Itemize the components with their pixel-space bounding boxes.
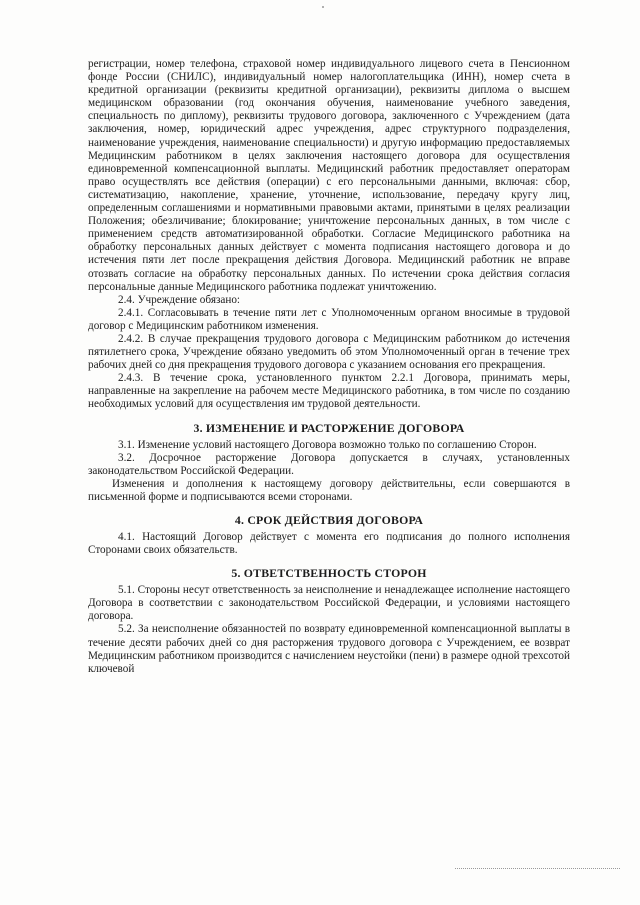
clause-3-amendments: Изменения и дополнения к настоящему договору действительны, если совершаются в письменной форме и подписываются всеми сторонами.	[88, 477, 570, 503]
clause-2-4-1: 2.4.1. Согласовывать в течение пяти лет с Уполномоченным органом вносимые в трудовой договор с Медицинским работником изменения.	[88, 306, 570, 332]
clause-2-4-2: 2.4.2. В случае прекращения трудового договора с Медицинским работником до истечения пятилетнего срока, Учреждение обязано уведомить об этом Уполномоченный орган в течение трех рабочих дней со дня прекращения трудового договора с указанием основания его прекращения.	[88, 332, 570, 372]
clause-5-2: 5.2. За неисполнение обязанностей по возврату единовременной компенсационной выплаты в течение десяти рабочих дней со дня расторжения трудового договора с Учреждением, ее возврат Медицинским работником производится с начислением неустойки (пени) в размере одной трехсотой ключевой	[88, 623, 570, 675]
section-heading-3: 3. ИЗМЕНЕНИЕ И РАСТОРЖЕНИЕ ДОГОВОРА	[193, 420, 465, 435]
scan-dotted-line	[455, 868, 620, 871]
section-heading-5: 5. ОТВЕТСТВЕННОСТЬ СТОРОН	[231, 566, 427, 581]
clause-3-1: 3.1. Изменение условий настоящего Договора возможно только по соглашению Сторон.	[118, 438, 537, 451]
scan-speck	[322, 6, 324, 8]
clause-2-4: 2.4. Учреждение обязано:	[118, 293, 241, 306]
paragraph-personal-data: регистрации, номер телефона, страховой номер индивидуального лицевого счета в Пенсионном фонде России (СНИЛС), индивидуальный номер налогоплательщика (ИНН), номер счета в кредитной организации (реквизиты кредитной организации), реквизиты диплома о высшем медицинском образовании (год окончания обучения, наименование учебного заведения, специальность по диплому), реквизиты трудового договора, заключенного с Учреждением (дата заключения, номер, юридический адрес учреждения, адрес структурного подразделения, наименование учреждения, наименование специальности) и другую информацию предоставляемых Медицинским работником в целях заключения настоящего договора для осуществления единовременной компенсационной выплаты. Медицинский работник предоставляет операторам право осуществлять все действия (операции) с его персональными данными, включая: сбор, систематизацию, накопление, хранение, уточнение, использование, передачу кругу лиц, определенным соглашениями и нормативными правовыми актами, принятыми в целях реализации Положения; обезличивание; блокирование; уничтожение персональных данных, в том числе с применением средств автоматизированной обработки. Согласие Медицинского работника на обработку персональных данных действует с момента подписания настоящего договора и до истечения пяти лет после прекращения действия Договора. Медицинский работник не вправе отозвать согласие на обработку персональных данных. По истечении срока действия согласия персональные данные Медицинского работника подлежат уничтожению.	[88, 58, 570, 293]
clause-2-4-3: 2.4.3. В течение срока, установленного пунктом 2.2.1 Договора, принимать меры, направленные на закрепление на рабочем месте Медицинского работника, в том числе по созданию необходимых условий для осуществления им трудовой деятельности.	[88, 372, 570, 411]
clause-3-2: 3.2. Досрочное расторжение Договора допускается в случаях, установленных законодательством Российской Федерации.	[88, 451, 570, 477]
section-heading-4: 4. СРОК ДЕЙСТВИЯ ДОГОВОРА	[234, 513, 424, 527]
clause-5-1: 5.1. Стороны несут ответственность за неисполнение и ненадлежащее исполнение настоящего Договора в соответствии с законодательством Российской Федерации, и условиями настоящего договора.	[88, 584, 570, 623]
clause-4-1: 4.1. Настоящий Договор действует с момента его подписания до полного исполнения Сторонами своих обязательств.	[88, 531, 570, 557]
